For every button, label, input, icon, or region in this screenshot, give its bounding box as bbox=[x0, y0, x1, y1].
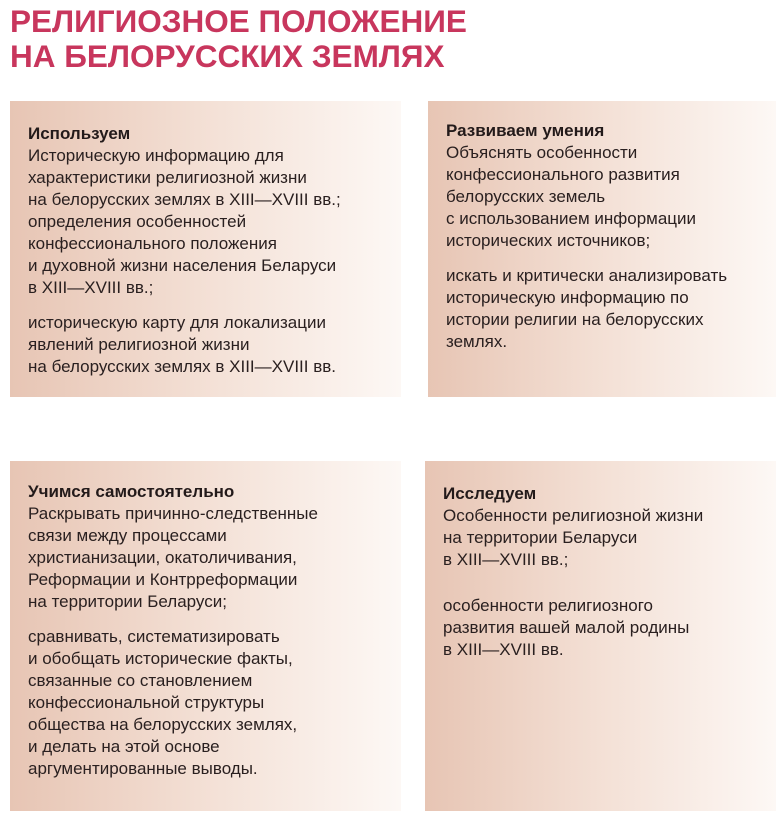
text-line: связанные со становлением bbox=[28, 671, 253, 690]
text-line: на территории Беларуси; bbox=[28, 592, 227, 611]
card-use-heading: Используем bbox=[28, 124, 131, 143]
text-line: историческую карту для локализации bbox=[28, 313, 326, 332]
text-line: христианизации, окатоличивания, bbox=[28, 548, 297, 567]
card-research bbox=[425, 461, 776, 811]
text-line: Раскрывать причинно-следственные bbox=[28, 504, 318, 523]
text-line: Особенности религиозной жизни bbox=[443, 506, 704, 525]
card-skills-heading: Развиваем умения bbox=[446, 121, 605, 140]
text-line: конфессионального развития bbox=[446, 165, 680, 184]
text-line: истории религии на белорусских bbox=[446, 310, 704, 329]
card-research-heading: Исследуем bbox=[443, 484, 537, 503]
text-line: Историческую информацию для bbox=[28, 146, 284, 165]
text-line: развития вашей малой родины bbox=[443, 618, 690, 637]
card-skills bbox=[428, 101, 776, 397]
text-line: определения особенностей bbox=[28, 212, 247, 231]
text-line: и обобщать исторические факты, bbox=[28, 649, 293, 668]
card-self-study-paragraph-1 bbox=[28, 503, 318, 613]
text-line: белорусских земель bbox=[446, 187, 606, 206]
card-skills-paragraph-1 bbox=[446, 142, 727, 252]
text-line: Реформации и Контрреформации bbox=[28, 570, 298, 589]
card-research-paragraph-1 bbox=[443, 505, 703, 571]
text-line: сравнивать, систематизировать bbox=[28, 627, 280, 646]
text-line: с использованием информации bbox=[446, 209, 697, 228]
card-self-study-paragraph-2 bbox=[28, 626, 318, 780]
text-line: в XIII—XVIII вв. bbox=[443, 640, 564, 659]
page-title-line-2: НА БЕЛОРУССКИХ ЗЕМЛЯХ bbox=[10, 38, 445, 74]
text-line: конфессионального положения bbox=[28, 234, 277, 253]
text-line: аргументированные выводы. bbox=[28, 759, 258, 778]
text-line: историческую информацию по bbox=[446, 288, 689, 307]
text-line: исторических источников; bbox=[446, 231, 651, 250]
card-self-study-heading: Учимся самостоятельно bbox=[28, 482, 235, 501]
card-use-paragraph-2 bbox=[28, 312, 341, 378]
text-line: Объяснять особенности bbox=[446, 143, 638, 162]
text-line: на белорусских землях в XIII—XVIII вв.; bbox=[28, 190, 341, 209]
card-use-paragraph-1 bbox=[28, 145, 341, 299]
text-line: в XIII—XVIII вв.; bbox=[443, 550, 569, 569]
text-line: землях. bbox=[446, 332, 508, 351]
text-line: особенности религиозного bbox=[443, 596, 653, 615]
text-line: и духовной жизни населения Беларуси bbox=[28, 256, 337, 275]
card-skills-paragraph-2 bbox=[446, 265, 727, 353]
text-line: в XIII—XVIII вв.; bbox=[28, 278, 154, 297]
text-line: искать и критически анализировать bbox=[446, 266, 728, 285]
text-line: связи между процессами bbox=[28, 526, 227, 545]
text-line: явлений религиозной жизни bbox=[28, 335, 250, 354]
text-line: общества на белорусских землях, bbox=[28, 715, 298, 734]
text-line: на территории Беларуси bbox=[443, 528, 638, 547]
page-title bbox=[10, 4, 467, 74]
text-line: и делать на этой основе bbox=[28, 737, 220, 756]
text-line: на белорусских землях в XIII—XVIII вв. bbox=[28, 357, 337, 376]
page-title-line-1: РЕЛИГИОЗНОЕ ПОЛОЖЕНИЕ bbox=[10, 3, 467, 39]
card-use bbox=[10, 101, 401, 397]
text-line: характеристики религиозной жизни bbox=[28, 168, 307, 187]
card-research-paragraph-2 bbox=[443, 595, 703, 661]
card-self-study bbox=[10, 461, 401, 811]
text-line: конфессиональной структуры bbox=[28, 693, 265, 712]
